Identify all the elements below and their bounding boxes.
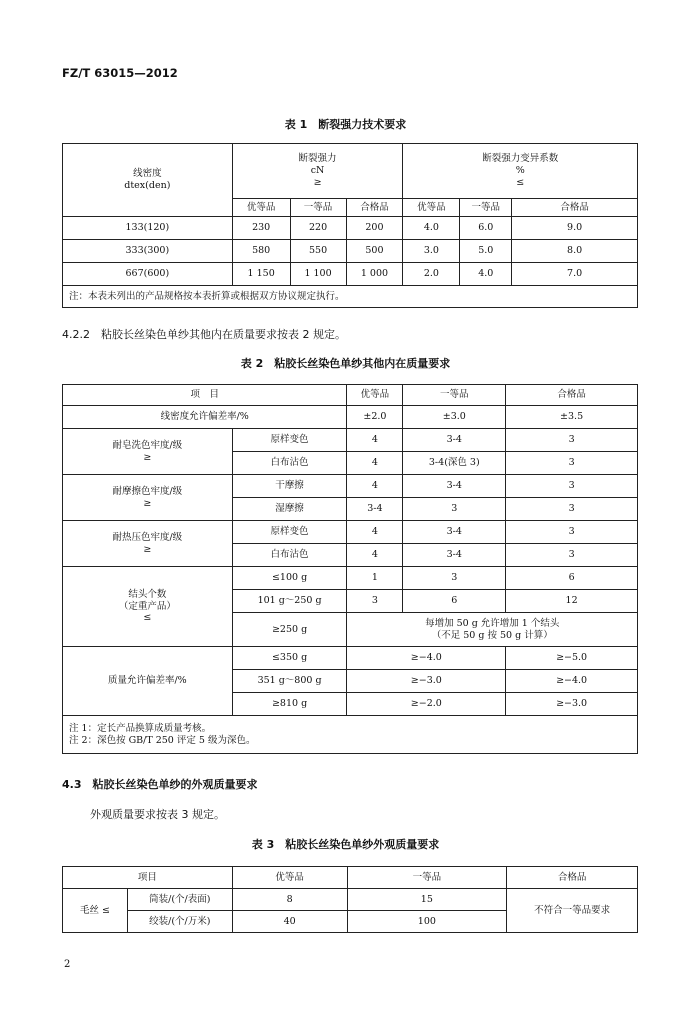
table-row: 白布沾色 4 3-4 3 [63, 544, 638, 567]
table-row: 耐皂洗色牢度/级 ≥ 原样变色 4 3-4 3 [63, 429, 638, 452]
item-header: 项 目 [63, 385, 347, 406]
table1-note: 注：本表未列出的产品规格按本表折算或根据双方协议规定执行。 [63, 286, 638, 308]
table-row: 绞装/(个/万米) 40 100 [63, 911, 638, 933]
table-row: 133(120) 230 220 200 4.0 6.0 9.0 [63, 217, 638, 240]
table2-notes: 注 1：定长产品换算成质量考核。 注 2：深色按 GB/T 250 评定 5 级为深色。 [63, 716, 638, 754]
table-row: ≥810 g ≥−2.0 ≥−3.0 [63, 693, 638, 716]
table-row: 333(300) 580 550 500 3.0 5.0 8.0 [63, 240, 638, 263]
density-header: 线密度 dtex(den) [63, 144, 233, 217]
table2 [62, 384, 638, 754]
table3 [62, 866, 638, 933]
table-row: 351 g～800 g ≥−3.0 ≥−4.0 [63, 670, 638, 693]
section-4-3: 4.3 粘胶长丝染色单纱的外观质量要求 [62, 778, 258, 791]
grade-header: 一等品 [290, 199, 346, 217]
table-row: 毛丝 ≤ 筒装/(个/表面) 8 15 不符合一等品要求 [63, 889, 638, 911]
table-row: 耐热压色牢度/级 ≥ 原样变色 4 3-4 3 [63, 521, 638, 544]
table-row: 白布沾色 4 3-4(深色 3) 3 [63, 452, 638, 475]
table-row: 湿摩擦 3-4 3 3 [63, 498, 638, 521]
strength-header: 断裂强力 cN ≥ [232, 144, 403, 199]
grade-header: 优等品 [347, 385, 403, 406]
table1 [62, 143, 638, 308]
grade-header: 优等品 [232, 867, 347, 889]
grade-header: 优等品 [403, 199, 460, 217]
grade-header: 合格品 [512, 199, 638, 217]
table1-caption: 表 1 断裂强力技术要求 [284, 118, 407, 131]
item-header: 项目 [63, 867, 233, 889]
grade-header: 合格品 [346, 199, 403, 217]
grade-header: 一等品 [460, 199, 512, 217]
table2-caption: 表 2 粘胶长丝染色单纱其他内在质量要求 [240, 357, 451, 370]
standard-header: FZ/T 63015—2012 [62, 66, 178, 80]
table-row: 线密度允许偏差率/% ±2.0 ±3.0 ±3.5 [63, 406, 638, 429]
table-row: 质量允许偏差率/% ≤350 g ≥−4.0 ≥−5.0 [63, 647, 638, 670]
grade-header: 合格品 [506, 385, 638, 406]
cv-header: 断裂强力变异系数 % ≤ [403, 144, 638, 199]
table3-caption: 表 3 粘胶长丝染色单纱外观质量要求 [251, 838, 440, 851]
grade-header: 合格品 [507, 867, 638, 889]
grade-header: 一等品 [403, 385, 506, 406]
table-row: 101 g～250 g 3 6 12 [63, 590, 638, 613]
table-row: 667(600) 1 150 1 100 1 000 2.0 4.0 7.0 [63, 263, 638, 286]
table-row: ≥250 g 每增加 50 g 允许增加 1 个结头 （不足 50 g 按 50 g 计算） [63, 613, 638, 647]
grade-header: 优等品 [232, 199, 290, 217]
para-4-2-2: 4.2.2 粘胶长丝染色单纱其他内在质量要求按表 2 规定。 [62, 328, 346, 341]
table-row: 耐摩擦色牢度/级 ≥ 干摩擦 4 3-4 3 [63, 475, 638, 498]
grade-header: 一等品 [347, 867, 507, 889]
page-number: 2 [64, 959, 71, 970]
para-4-3: 外观质量要求按表 3 规定。 [90, 808, 225, 821]
table-row: 结头个数 （定重产品） ≤ ≤100 g 1 3 6 [63, 567, 638, 590]
